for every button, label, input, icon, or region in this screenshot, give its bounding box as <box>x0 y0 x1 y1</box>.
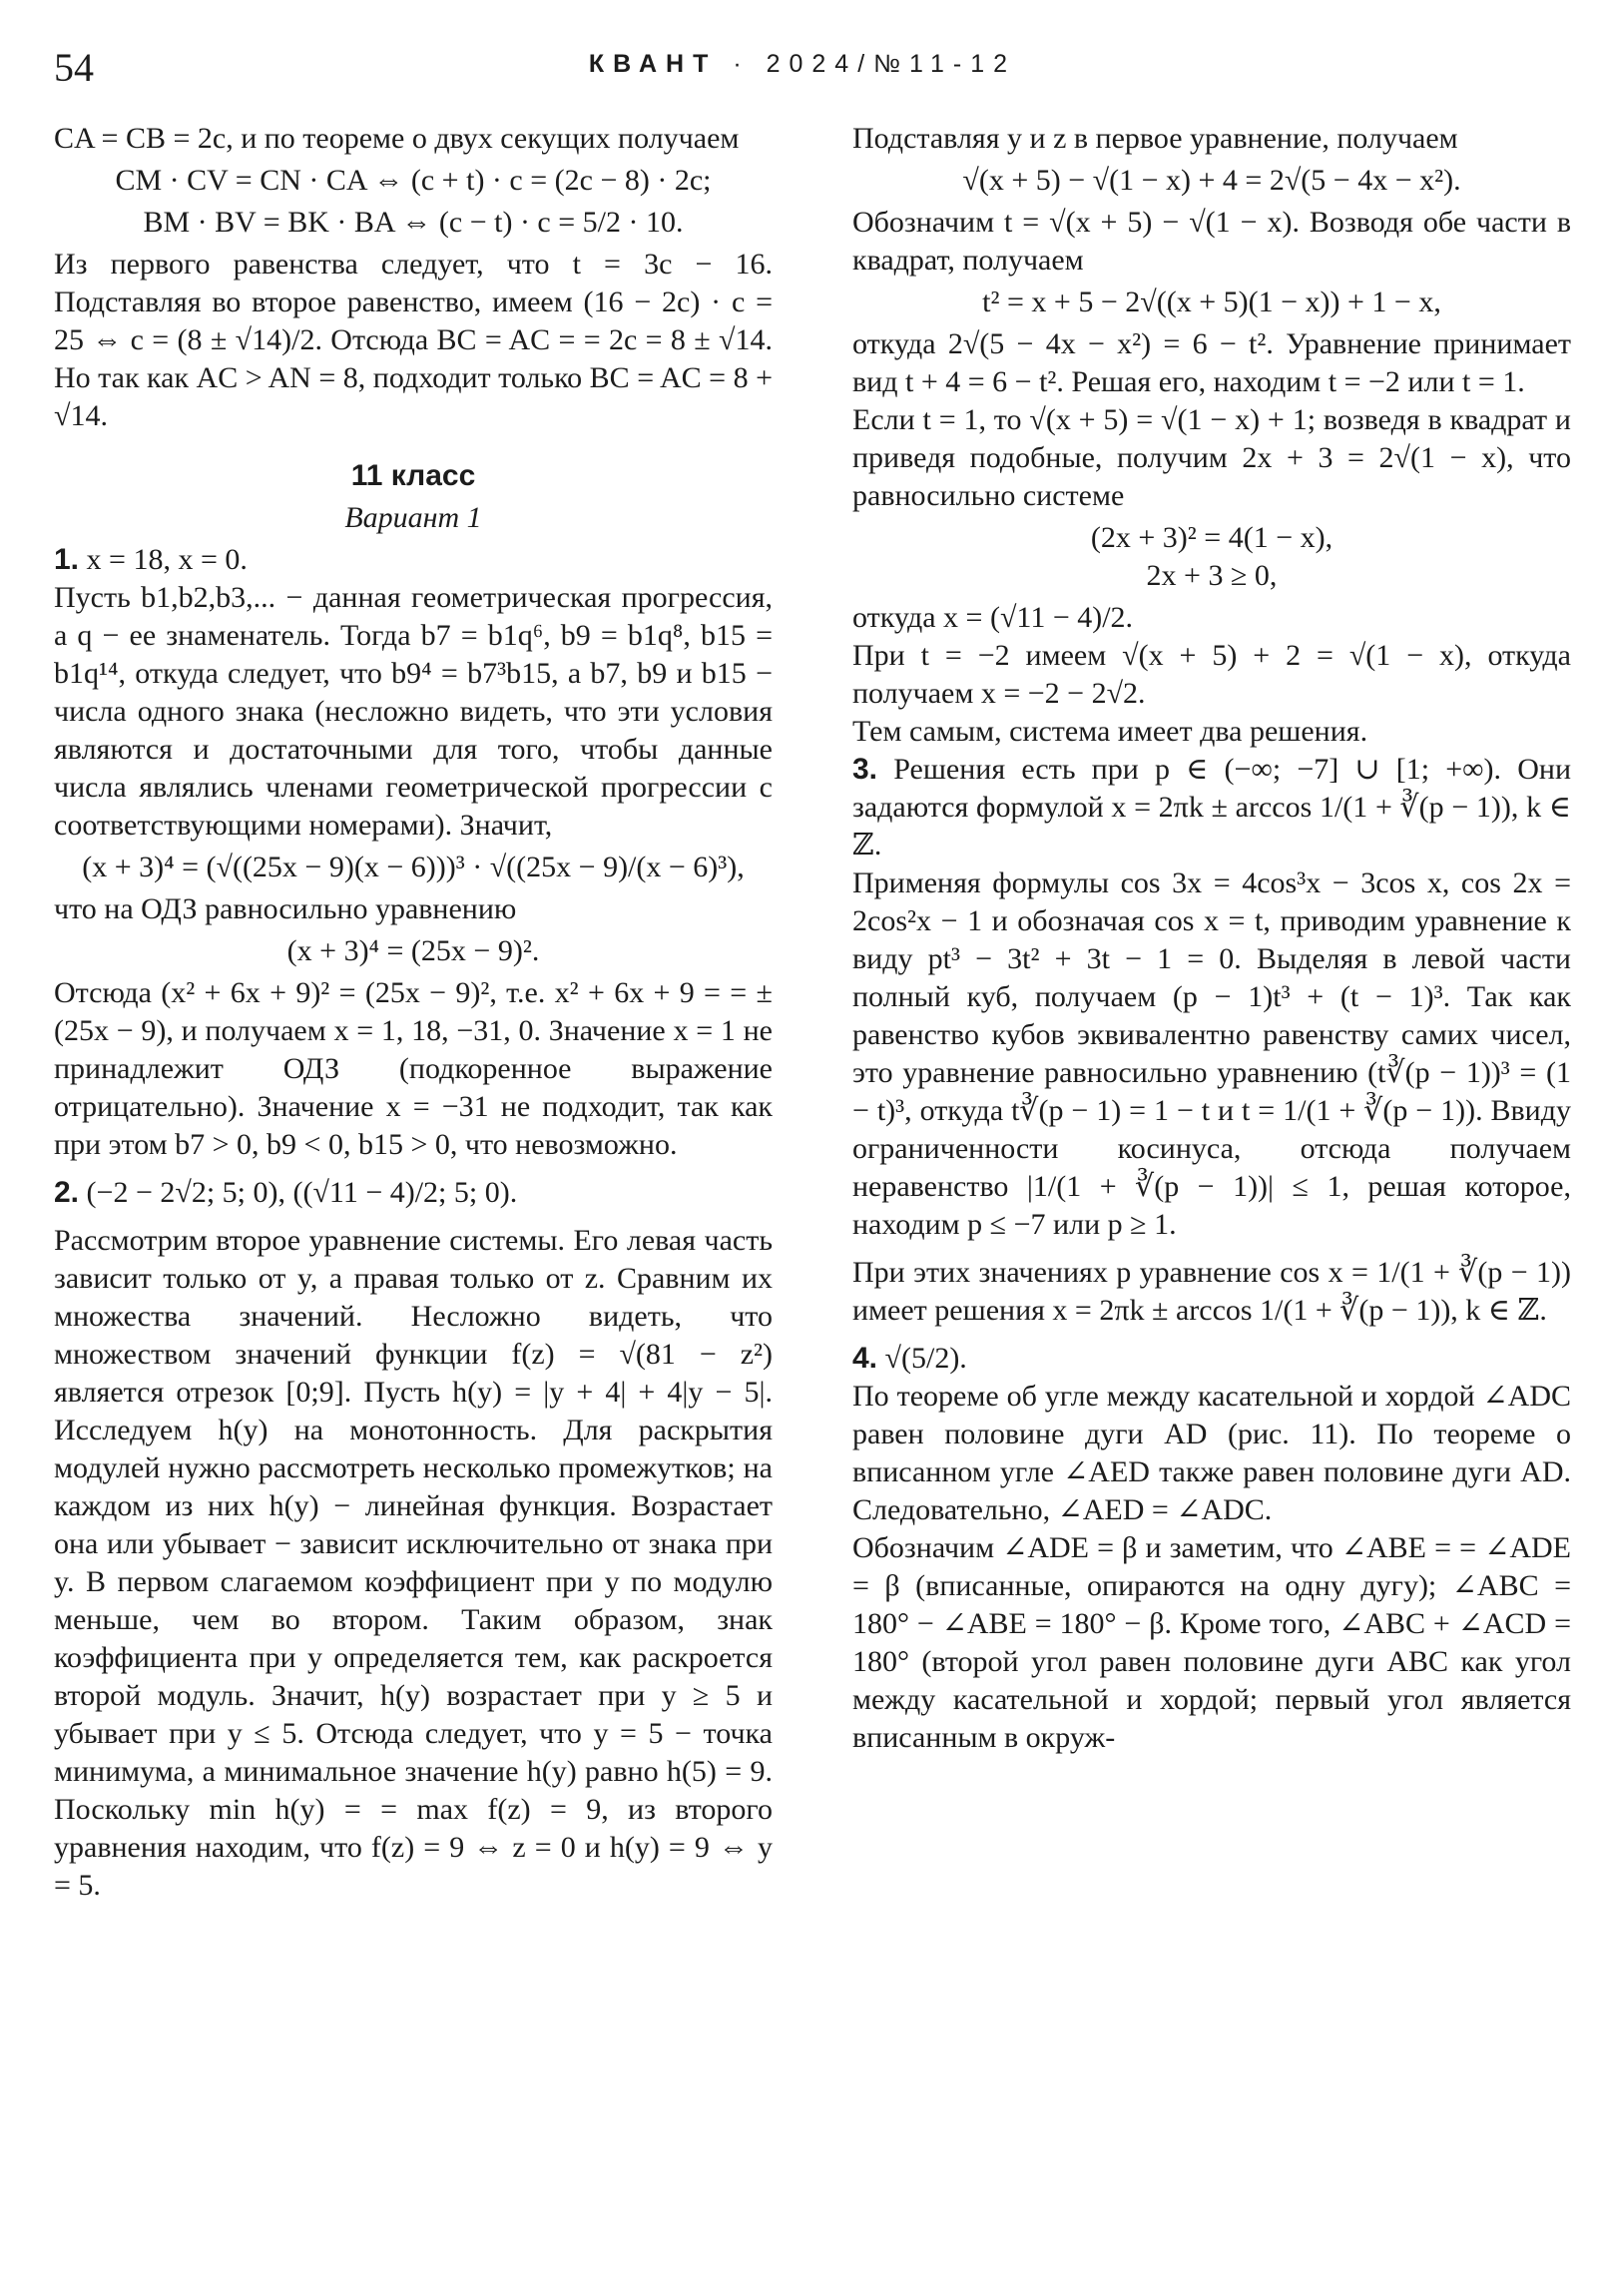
problem-number: 3. <box>852 753 878 786</box>
equation: (x + 3)⁴ = (25x − 9)². <box>286 934 540 967</box>
paragraph: Если t = 1, то √(x + 5) = √(1 − x) + 1; возведя в квадрат и приведя подобные, получим 2x + 3 = 2√(1 − x), что равносильно системе <box>852 403 1571 512</box>
paragraph: Пусть b1,b2,b3,... − данная геометрическая прогрессия, а q − ее знаменатель. Тогда b7 = b1q⁶, b9 = b1q⁸, b15 = b1q¹⁴, откуда следует, что b9⁴ = b7³b15, а b7, b9 и b15 − числа одного знака (несложно видеть, что эти условия являются и достаточными для того, чтобы данные числа являлись членами геометрической прогрессии с соответствующими номерами). Значит, <box>54 581 773 842</box>
equation: √(x + 5) − √(1 − x) + 4 = 2√(5 − 4x − x²). <box>962 164 1461 197</box>
answer: Решения есть при p ∈ (−∞; −7] ∪ [1; +∞). Они задаются формулой x = 2πk ± arccos 1/(1 + ∛(p − 1)), k ∈ ℤ. <box>852 753 1571 861</box>
answer: (−2 − 2√2; 5; 0), ((√11 − 4)/2; 5; 0). <box>86 1176 518 1209</box>
page-header <box>54 44 1551 92</box>
answer: x = 18, x = 0. <box>86 543 248 576</box>
page-number: 54 <box>54 45 94 90</box>
paragraph: Отсюда (x² + 6x + 9)² = (25x − 9)², т.е. x² + 6x + 9 = = ±(25x − 9), и получаем x = 1, 18, −31, 0. Значение x = 1 не принадлежит ОДЗ (подкоренное выражение отрицательно). Значение x = −31 не подходит, так как при этом b7 > 0, b9 < 0, b15 > 0, что невозможно. <box>54 976 773 1161</box>
paragraph: Тем самым, система имеет два решения. <box>852 715 1368 748</box>
equation: t² = x + 5 − 2√((x + 5)(1 − x)) + 1 − x, <box>982 286 1441 318</box>
system-line: (2x + 3)² = 4(1 − x), <box>1090 521 1333 554</box>
equation: (x + 3)⁴ = (√((25x − 9)(x − 6)))³ · √((25x − 9)/(x − 6)³), <box>82 851 745 883</box>
paragraph: Рассмотрим второе уравнение системы. Его левая часть зависит только от y, а правая только от z. Сравним их множества значений. Несложно видеть, что множеством значений функции f(z) = √(81 − z²) является отрезок [0;9]. Пусть h(y) = |y + 4| + 4|y − 5|. Исследуем h(y) на монотонность. Для раскрытия модулей нужно рассмотреть несколько промежутков; на каждом из них h(y) − линейная функция. Возрастает она или убывает − зависит исключительно от знака при y. В первом слагаемом коэффициент при y по модулю меньше, чем во втором. Таким образом, знак коэффициента при y определяется тем, как раскроется второй модуль. Значит, h(y) возрастает при y ≥ 5 и убывает при y ≤ 5. Отсюда следует, что y = 5 − точка минимума, а минимальное значение h(y) равно h(5) = 9. Поскольку min h(y) = = max f(z) = 9, из второго уравнения находим, что f(z) = 9 ⇔ z = 0 и h(y) = 9 ⇔ y = 5. <box>54 1224 773 1902</box>
paragraph: Обозначим t = √(x + 5) − √(1 − x). Возводя обе части в квадрат, получаем <box>852 206 1571 277</box>
paragraph: Обозначим ∠ADE = β и заметим, что ∠ABE = = ∠ADE = β (вписанные, опираются на одну дугу); ∠ABC = 180° − ∠ABE = 180° − β. Кроме того, ∠ABC + ∠ACD = 180° (второй угол равен половине дуги ABC как угол между касательной и хордой; первый угол является вписанным в окруж- <box>852 1531 1571 1754</box>
journal-issue: · 2024/№11-12 <box>733 50 1017 78</box>
equation: BM · BV = BK · BA ⇔ (c − t) · c = 5/2 · 10. <box>143 206 684 239</box>
solution-2-answer <box>54 1174 773 1212</box>
variant-title: Вариант 1 <box>344 501 482 534</box>
paragraph: Применяя формулы cos 3x = 4cos³x − 3cos x, cos 2x = 2cos²x − 1 и обозначая cos x = t, приводим уравнение к виду pt³ − 3t² + 3t − 1 = 0. Выделяя в левой части полный куб, получаем (p − 1)t³ + (t − 1)³. Так как равенство кубов эквивалентно равенству самих чисел, это уравнение равносильно уравнению (t∛(p − 1))³ = (1 − t)³, откуда t∛(p − 1) = 1 − t и t = 1/(1 + ∛(p − 1)). Ввиду ограниченности косинуса, отсюда получаем неравенство |1/(1 + ∛(p − 1))| ≤ 1, решая которое, находим p ≤ −7 или p ≥ 1. <box>852 866 1571 1241</box>
journal-name: КВАНТ <box>588 50 718 78</box>
paragraph: Из первого равенства следует, что t = 3c − 16. Подставляя во второе равенство, имеем (16 − 2c) · c = 25 ⇔ c = (8 ± √14)/2. Отсюда BC = AC = = 2c = 8 ± √14. Но так как AC > AN = 8, подходит только BC = AC = 8 + √14. <box>54 248 773 432</box>
paragraph: CA = CB = 2c, и по теореме о двух секущих получаем <box>54 122 740 155</box>
equation: CM · CV = CN · CA ⇔ (c + t) · c = (2c − 8) · 2c; <box>115 164 712 197</box>
paragraph: При этих значениях p уравнение cos x = 1/(1 + ∛(p − 1)) имеет решения x = 2πk ± arccos 1/(1 + ∛(p − 1)), k ∈ ℤ. <box>852 1256 1571 1327</box>
system-line: 2x + 3 ≥ 0, <box>1146 559 1278 592</box>
answer: √(5/2). <box>884 1342 967 1375</box>
equation-system <box>852 519 1571 595</box>
right-column <box>852 120 1571 1757</box>
problem-number: 2. <box>54 1176 80 1209</box>
left-column <box>54 120 773 1905</box>
section-title: 11 класс <box>350 459 476 492</box>
solution-3 <box>852 751 1571 864</box>
paragraph: откуда x = (√11 − 4)/2. <box>852 601 1134 634</box>
paragraph: По теореме об угле между касательной и хордой ∠ADC равен половине дуги AD (рис. 11). По теореме о вписанном угле ∠AED также равен половине дуги AD. Следовательно, ∠AED = ∠ADC. <box>852 1380 1571 1526</box>
paragraph: откуда 2√(5 − 4x − x²) = 6 − t². Уравнение принимает вид t + 4 = 6 − t². Решая его, находим t = −2 или t = 1. <box>852 327 1571 398</box>
problem-number: 4. <box>852 1342 878 1375</box>
problem-number: 1. <box>54 543 80 576</box>
paragraph: При t = −2 имеем √(x + 5) + 2 = √(1 − x), откуда получаем x = −2 − 2√2. <box>852 639 1571 710</box>
paragraph: что на ОДЗ равносильно уравнению <box>54 892 517 925</box>
solution-1-answer <box>54 541 773 579</box>
journal-title <box>54 50 1551 79</box>
paragraph: Подставляя y и z в первое уравнение, получаем <box>852 122 1458 155</box>
solution-4-answer <box>852 1340 1571 1378</box>
